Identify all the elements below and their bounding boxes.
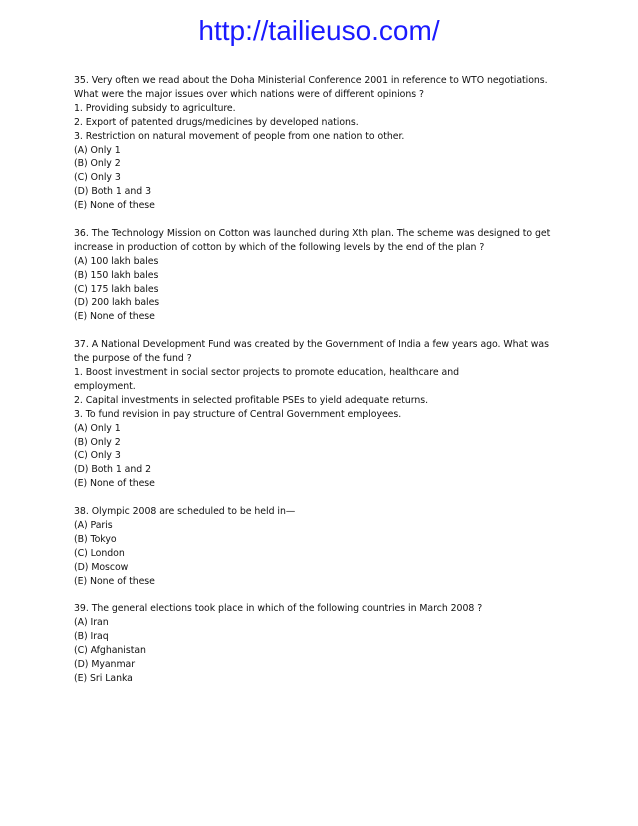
question-line: increase in production of cotton by which of the following levels by the end of the plan ? [74, 241, 485, 253]
option-e: (E) None of these [74, 575, 155, 587]
statement-line: 2. Capital investments in selected profitable PSEs to yield adequate returns. [74, 394, 429, 406]
question-line: 37. A National Development Fund was created by the Government of India a few years ago. What was [74, 339, 549, 351]
question-line: 35. Very often we read about the Doha Ministerial Conference 2001 in reference to WTO negotiations. [74, 75, 548, 86]
question-37 [74, 338, 574, 491]
question-line: the purpose of the fund ? [74, 353, 192, 365]
question-line: 38. Olympic 2008 are scheduled to be held in— [74, 506, 296, 518]
question-line: 36. The Technology Mission on Cotton was launched during Xth plan. The scheme was designed to get [74, 227, 551, 239]
option-c: (C) Afghanistan [74, 645, 146, 657]
option-e: (E) Sri Lanka [74, 672, 133, 684]
option-d: (D) Moscow [74, 561, 129, 573]
option-d: (D) 200 lakh bales [74, 297, 160, 309]
statement-line: 3. To fund revision in pay structure of Central Government employees. [74, 408, 402, 420]
statement-line: 3. Restriction on natural movement of people from one nation to other. [74, 130, 405, 142]
option-b: (B) Iraq [74, 631, 109, 643]
option-d: (D) Both 1 and 3 [74, 186, 152, 198]
statement-line: 2. Export of patented drugs/medicines by developed nations. [74, 116, 359, 128]
question-35 [74, 74, 574, 213]
option-c: (C) 175 lakh bales [74, 283, 159, 295]
question-36 [74, 227, 574, 324]
question-39 [74, 602, 574, 685]
question-line: 39. The general elections took place in which of the following countries in March 2008 ? [74, 603, 483, 615]
option-a: (A) Paris [74, 519, 113, 531]
option-b: (B) Only 2 [74, 436, 121, 448]
option-b: (B) Only 2 [74, 158, 121, 170]
option-c: (C) Only 3 [74, 450, 121, 462]
option-a: (A) 100 lakh bales [74, 255, 159, 267]
statement-line: 1. Providing subsidy to agriculture. [74, 102, 236, 114]
questions-content [74, 74, 574, 700]
option-a: (A) Only 1 [74, 144, 121, 156]
statement-line: employment. [74, 380, 136, 392]
option-e: (E) None of these [74, 478, 155, 490]
option-e: (E) None of these [74, 200, 155, 212]
question-line: What were the major issues over which nations were of different opinions ? [74, 88, 424, 100]
option-a: (A) Iran [74, 617, 109, 629]
option-a: (A) Only 1 [74, 422, 121, 434]
option-c: (C) Only 3 [74, 172, 121, 184]
option-d: (D) Myanmar [74, 659, 136, 670]
header-url-link[interactable]: http://tailieuso.com/ [198, 15, 440, 46]
option-b: (B) 150 lakh bales [74, 269, 159, 281]
option-b: (B) Tokyo [74, 533, 117, 545]
question-38 [74, 505, 574, 588]
option-e: (E) None of these [74, 311, 155, 323]
statement-line: 1. Boost investment in social sector projects to promote education, healthcare and [74, 367, 459, 378]
option-c: (C) London [74, 547, 125, 559]
option-d: (D) Both 1 and 2 [74, 464, 152, 476]
